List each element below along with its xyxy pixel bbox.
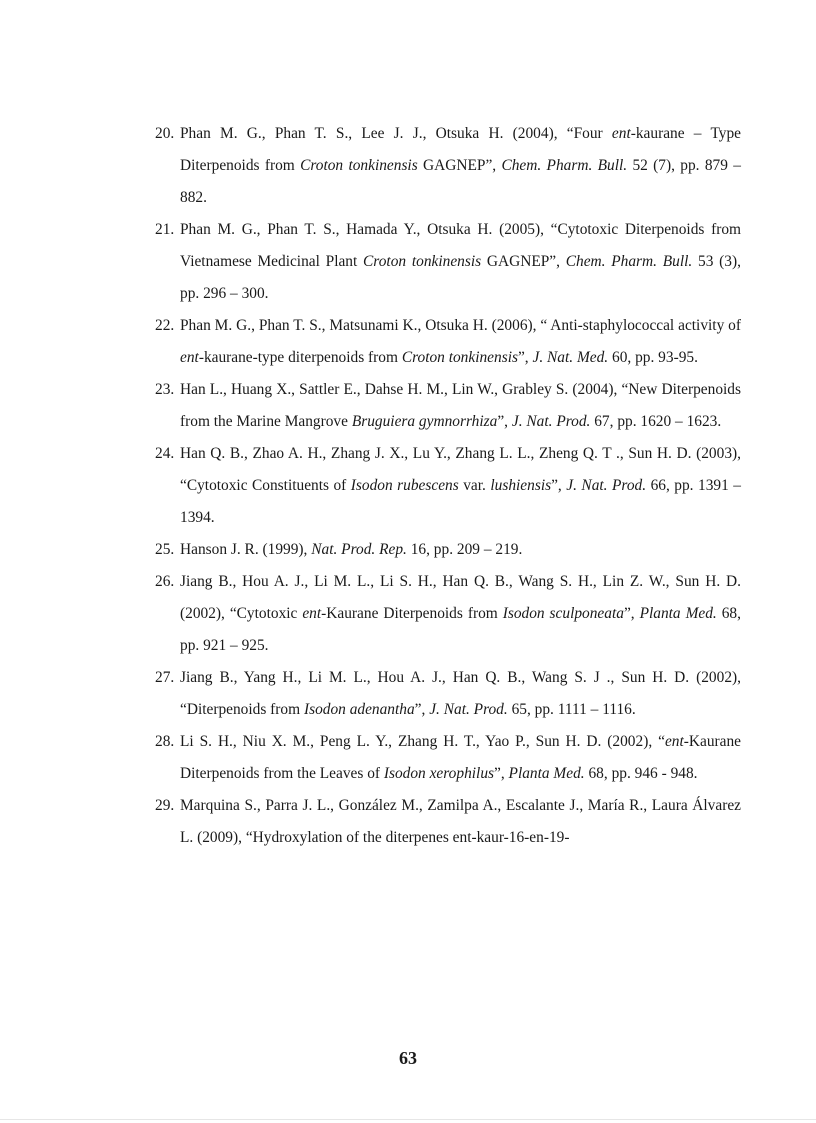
page-bottom-edge <box>0 1119 816 1120</box>
reference-number: 25. <box>155 541 175 558</box>
reference-text: -Kaurane Diterpenoids from <box>321 605 503 622</box>
page-number: 63 <box>399 1048 417 1068</box>
reference-text: ”, <box>494 765 509 782</box>
reference-italic-text: J. Nat. Prod. <box>429 701 508 718</box>
reference-number: 28. <box>155 733 175 750</box>
reference-italic-text: Isodon xerophilus <box>383 765 495 782</box>
reference-text: -kaurane-type diterpenoids from <box>198 349 402 366</box>
reference-text: -Kaurane Diterpenoids from the Leaves of <box>180 733 741 782</box>
reference-text: 16, pp. 209 – 219. <box>406 541 523 558</box>
reference-italic-text: Planta Med. <box>508 765 585 782</box>
reference-text: Phan M. G., Phan T. S., Matsunami K., Otsuka H. (2006), “ Anti-staphylococcal activity of <box>180 317 741 334</box>
reference-text: GAGNEP”, <box>417 157 502 174</box>
reference-number: 21. <box>155 221 175 238</box>
reference-text: var. <box>458 477 491 494</box>
reference-number: 22. <box>155 317 175 334</box>
reference-text: ”, <box>517 349 533 366</box>
reference-italic-text: ent <box>180 349 199 366</box>
reference-text: Marquina S., Parra J. L., González M., Zamilpa A., Escalante J., María R., Laura Álvarez L. (2009), “Hydroxylation of the diterpenes ent-kaur-16-en-19- <box>180 797 741 846</box>
reference-item <box>155 374 741 438</box>
reference-italic-text: J. Nat. Prod. <box>566 477 647 494</box>
reference-italic-text: J. Nat. Med. <box>532 349 609 366</box>
reference-italic-text: Chem. Pharm. Bull. <box>565 253 693 270</box>
reference-text: 52 (7), pp. 879 – 882. <box>180 157 741 206</box>
reference-italic-text: ent <box>664 733 684 750</box>
reference-italic-text: lushiensis <box>490 477 552 494</box>
reference-text: 65, pp. 1111 – 1116. <box>507 701 636 718</box>
reference-item <box>155 566 741 662</box>
reference-item <box>155 214 741 310</box>
reference-number: 29. <box>155 797 175 814</box>
reference-text: 66, pp. 1391 – 1394. <box>180 477 741 526</box>
reference-item <box>155 662 741 726</box>
reference-text: Han Q. B., Zhao A. H., Zhang J. X., Lu Y., Zhang L. L., Zheng Q. T ., Sun H. D. (2003), “Cytotoxic Constituents of <box>180 445 741 494</box>
reference-item <box>155 534 741 566</box>
reference-text: ”, <box>551 477 567 494</box>
reference-text: Li S. H., Niu X. M., Peng L. Y., Zhang H. T., Yao P., Sun H. D. (2002), “ <box>180 733 665 750</box>
reference-italic-text: Isodon adenantha <box>303 701 415 718</box>
reference-italic-text: ent <box>611 125 631 142</box>
reference-italic-text: Croton tonkinensis <box>363 253 482 270</box>
reference-text: Jiang B., Hou A. J., Li M. L., Li S. H., Han Q. B., Wang S. H., Lin Z. W., Sun H. D. (2002), “Cytotoxic <box>180 573 741 622</box>
reference-item <box>155 790 741 854</box>
reference-item <box>155 118 741 214</box>
reference-text: ”, <box>497 413 512 430</box>
reference-text: ”, <box>623 605 640 622</box>
reference-text: 68, pp. 921 – 925. <box>180 605 741 654</box>
reference-text: Hanson J. R. (1999), <box>180 541 312 558</box>
reference-number: 20. <box>155 125 175 142</box>
reference-italic-text: Planta Med. <box>639 605 717 622</box>
reference-text: 68, pp. 946 - 948. <box>584 765 698 782</box>
reference-text: -kaurane – Type Diterpenoids from <box>180 125 741 174</box>
reference-italic-text: J. Nat. Prod. <box>511 413 591 430</box>
reference-text: Phan M. G., Phan T. S., Lee J. J., Otsuka H. (2004), “Four <box>180 125 612 142</box>
reference-text: Phan M. G., Phan T. S., Hamada Y., Otsuka H. (2005), “Cytotoxic Diterpenoids from Vietnamese Medicinal Plant <box>180 221 741 270</box>
reference-text: 53 (3), pp. 296 – 300. <box>180 253 741 302</box>
reference-text: ”, <box>414 701 430 718</box>
reference-italic-text: Croton tonkinensis <box>300 157 418 174</box>
reference-list <box>155 118 741 854</box>
reference-italic-text: Croton tonkinensis <box>401 349 518 366</box>
reference-text: 60, pp. 93-95. <box>608 349 698 366</box>
reference-item <box>155 438 741 534</box>
reference-text: Han L., Huang X., Sattler E., Dahse H. M., Lin W., Grabley S. (2004), “New Diterpenoids from the Marine Mangrove <box>180 381 741 430</box>
reference-text: GAGNEP”, <box>481 253 566 270</box>
reference-number: 26. <box>155 573 175 590</box>
reference-number: 27. <box>155 669 175 686</box>
reference-italic-text: Isodon sculponeata <box>502 605 624 622</box>
reference-italic-text: Bruguiera gymnorrhiza <box>351 413 498 430</box>
reference-italic-text: Chem. Pharm. Bull. <box>501 157 628 174</box>
reference-italic-text: Nat. Prod. Rep. <box>311 541 407 558</box>
reference-item <box>155 310 741 374</box>
reference-number: 24. <box>155 445 175 462</box>
reference-italic-text: Isodon rubescens <box>350 477 459 494</box>
reference-italic-text: ent <box>302 605 322 622</box>
reference-item <box>155 726 741 790</box>
reference-number: 23. <box>155 381 175 398</box>
reference-text: 67, pp. 1620 – 1623. <box>590 413 722 430</box>
reference-text: Jiang B., Yang H., Li M. L., Hou A. J., Han Q. B., Wang S. J ., Sun H. D. (2002), “Diterpenoids from <box>180 669 741 718</box>
